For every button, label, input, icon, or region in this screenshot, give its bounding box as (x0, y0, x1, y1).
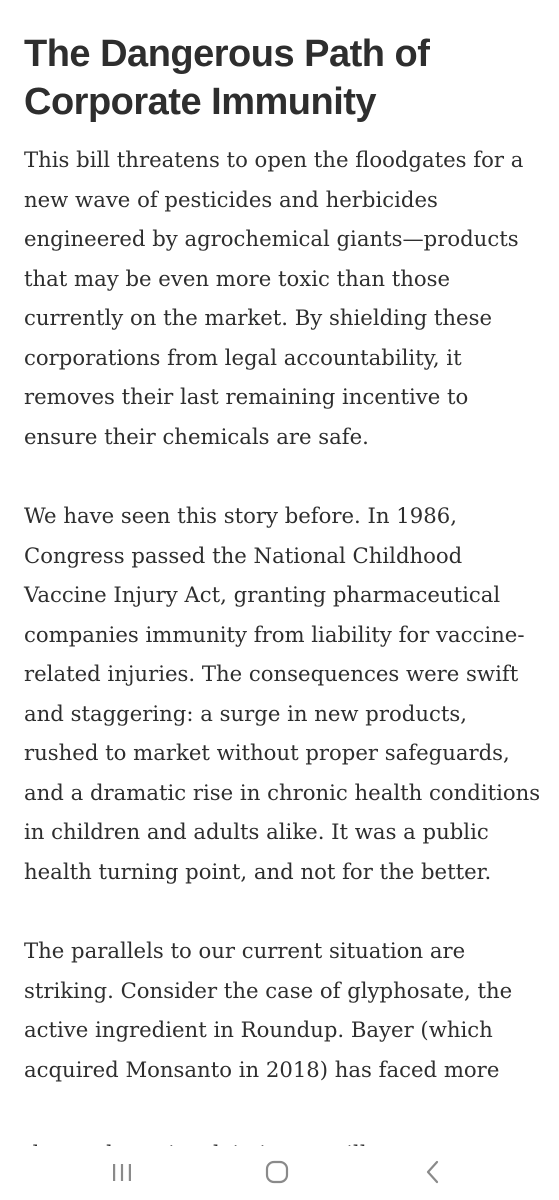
article-paragraph: This bill threatens to open the floodgates for a new wave of pesticides and herbicides engineered by agrochemical giants—products that may be even more toxic than those currently on the market. By shielding these corporations from legal accountability, it removes their last remaining incentive to ensure their chemicals are safe. (24, 147, 524, 449)
article-title: The Dangerous Path of Corporate Immunity (24, 33, 430, 123)
back-icon (421, 1159, 445, 1185)
article-paragraph: We have seen this story before. In 1986, Congress passed the National Childhood Vaccine Injury Act, granting pharmaceutical companies immunity from liability for vaccine-related injuries. The consequences were swift and staggering: a surge in new products, rushed to market without proper safeguards, and a dramatic rise in chronic health conditions in children and adults alike. It was a public health turning point, and not for the better. (24, 503, 541, 884)
article (24, 30, 544, 1129)
system-navigation-bar (0, 1146, 559, 1200)
home-icon (264, 1159, 290, 1185)
article-paragraph: The parallels to our current situation are striking. Consider the case of glyphosate, the active ingredient in Roundup. Bayer (which acquired Monsanto in 2018) has faced more (24, 938, 513, 1082)
back-button[interactable] (403, 1150, 463, 1194)
cutoff-text-line (24, 1126, 514, 1146)
recents-button[interactable] (92, 1150, 152, 1194)
recents-icon (110, 1160, 134, 1184)
home-button[interactable] (247, 1150, 307, 1194)
